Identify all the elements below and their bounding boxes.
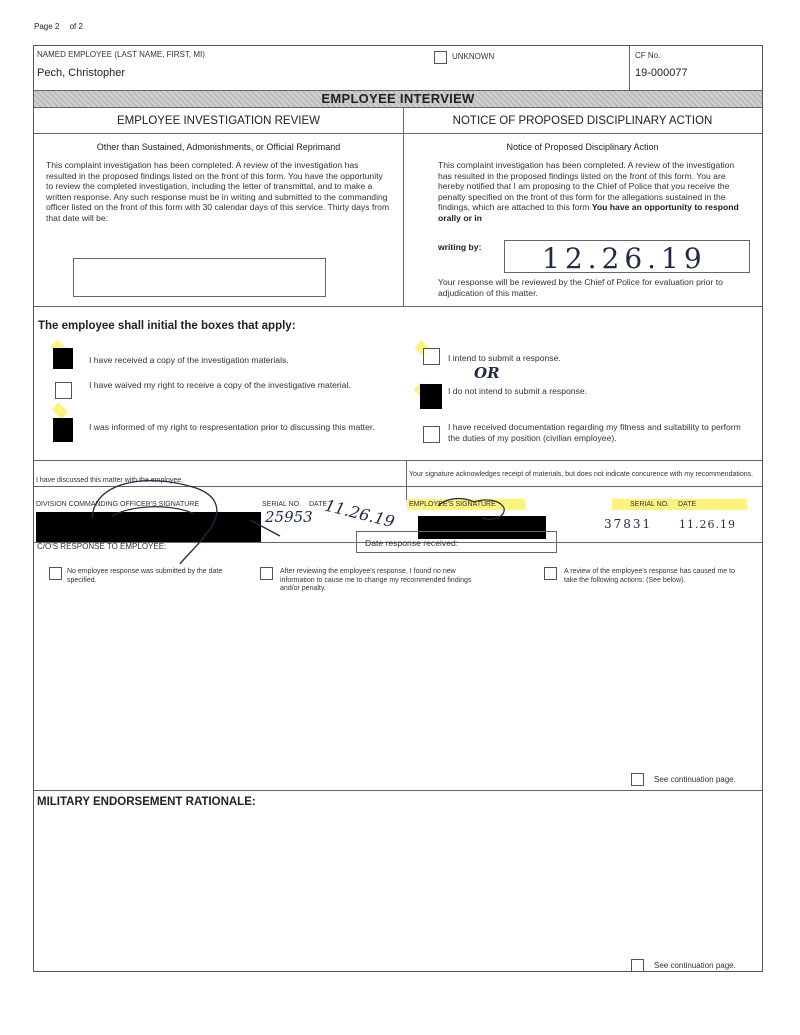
ink-signature-stroke: [112, 507, 194, 516]
unknown-checkbox[interactable]: [434, 51, 447, 64]
no-response-option: No employee response was submitted by the date specified.: [67, 568, 223, 584]
actions-taken-checkbox[interactable]: [544, 567, 557, 580]
or-annotation: OR: [474, 364, 500, 382]
initials-heading: The employee shall initial the boxes that apply:: [38, 320, 296, 332]
disciplinary-action-text: [438, 160, 750, 224]
cf-number-value: 19-000077: [635, 67, 688, 79]
initial-box-fitness-documentation[interactable]: [423, 426, 440, 443]
writing-by-date-handwritten: 12.26.19: [542, 242, 707, 275]
employee-date-handwritten: 11.26.19: [679, 518, 736, 531]
disciplinary-action-subtitle: Notice of Proposed Disciplinary Action: [506, 142, 659, 152]
item-waived-copy: I have waived my right to receive a copy of the investigative material.: [89, 380, 351, 390]
ink-employee-loop: [438, 499, 504, 520]
unknown-label: UNKNOWN: [452, 52, 495, 61]
item-submit-response: I intend to submit a response.: [448, 353, 561, 363]
named-employee-label: NAMED EMPLOYEE (LAST NAME, FIRST, MI): [37, 50, 205, 59]
co-serial-label: SERIAL NO.: [262, 501, 302, 508]
employee-interview-form: [33, 45, 763, 972]
military-endorsement-heading: MILITARY ENDORSEMENT RATIONALE:: [37, 796, 256, 808]
acknowledgment-label: Your signature acknowledges receipt of materials, but does not indicate concurence with my recommendations.: [409, 471, 754, 478]
investigation-review-text: This complaint investigation has been completed. A review of the investigation has resulted in the proposed findings listed on the front of this form. You have the opportunity to review the completed investigation, including the letter of transmittal, and to make a written response. Any such response must be in writing and submitted to the commanding officer listed on the front of this form with 30 calendar days of this service. Thirty days from that date will be:: [46, 160, 390, 223]
no-new-info-checkbox[interactable]: [260, 567, 273, 580]
initial-box-waived-copy[interactable]: [55, 382, 72, 399]
header-divider: [629, 46, 630, 90]
investigation-review-subtitle: Other than Sustained, Admonishments, or Official Reprimand: [96, 142, 341, 152]
date-response-label: Date response received:: [365, 538, 459, 548]
named-employee-value: Pech, Christopher: [37, 67, 126, 79]
employee-serial-label: SERIAL NO.: [630, 501, 670, 508]
ink-slash-stroke: [250, 520, 280, 536]
co-serial-handwritten: 25953: [265, 508, 313, 526]
item-received-copy: I have received a copy of the investigation materials.: [89, 355, 289, 365]
section-rule: [34, 306, 762, 307]
discussed-matter-label: I have discussed this matter with the employee.: [36, 477, 184, 484]
highlight-mark: [52, 403, 69, 420]
disciplinary-action-paragraph: This complaint investigation has been completed. A review of the investigation has resulted in the proposed findings listed on the front of this form. You are hereby notified that I am proposing to the Chief of Police that you receive the penalty specified on the front of this form for the allegations sustained in the findings, which are attached to this form: [438, 160, 735, 213]
no-new-info-option: After reviewing the employee's response, I found no new information to cause me to change my recommended findings and/or penalty.: [280, 568, 472, 592]
item-fitness-documentation: I have received documentation regarding my fitness and suitability to perform the duties of my position (civilian employee).: [448, 422, 741, 443]
initial-box-received-copy[interactable]: [53, 348, 73, 369]
writing-by-label: writing by:: [438, 242, 482, 252]
investigation-review-title: EMPLOYEE INVESTIGATION REVIEW: [117, 115, 320, 127]
page-label: Page 2: [34, 22, 60, 31]
thirty-days-date-field[interactable]: [73, 258, 326, 297]
military-continuation-checkbox[interactable]: [631, 959, 644, 972]
actions-taken-option: A review of the employee's response has caused me to take the following actions: (See below).: [564, 568, 735, 584]
ink-loop-stroke: [92, 481, 217, 564]
employee-serial-handwritten: 37831: [604, 517, 653, 531]
cf-number-label: CF No.: [635, 51, 661, 60]
co-date-label: DATE: [309, 501, 328, 508]
review-note-text: Your response will be reviewed by the Chief of Police for evaluation prior to adjudication of this matter.: [438, 277, 723, 298]
handwritten-marks: [34, 446, 762, 566]
co-signature-label: DIVISION COMMANDING OFFICER'S SIGNATURE: [36, 501, 199, 508]
page-number: [34, 22, 83, 31]
page-of-label: of 2: [69, 22, 83, 31]
co-continuation-label: See continuation page.: [654, 775, 736, 784]
item-not-submit: I do not intend to submit a response.: [448, 386, 588, 396]
disciplinary-action-title: NOTICE OF PROPOSED DISCIPLINARY ACTION: [452, 115, 713, 127]
respond-opportunity-text: You have an opportunity to respond orally or in: [438, 202, 739, 223]
co-response-label: C/O'S RESPONSE TO EMPLOYEE:: [37, 542, 167, 551]
initial-box-representation[interactable]: [53, 418, 73, 442]
co-date-handwritten: 11.26.19: [322, 495, 397, 532]
item-representation: I was informed of my right to respresentation prior to discussing this matter.: [89, 422, 375, 432]
employee-interview-banner: EMPLOYEE INTERVIEW: [34, 90, 762, 108]
initial-box-not-submit[interactable]: [420, 384, 442, 409]
section-title-rule: [34, 133, 762, 134]
co-continuation-checkbox[interactable]: [631, 773, 644, 786]
co-response-rule: [34, 790, 762, 791]
employee-date-label: DATE: [678, 501, 697, 508]
military-continuation-label: See continuation page.: [654, 961, 736, 970]
center-divider: [403, 108, 404, 306]
employee-signature-label: EMPLOYEE'S SIGNATURE: [409, 501, 496, 508]
initial-box-submit-response[interactable]: [423, 348, 440, 365]
no-response-checkbox[interactable]: [49, 567, 62, 580]
